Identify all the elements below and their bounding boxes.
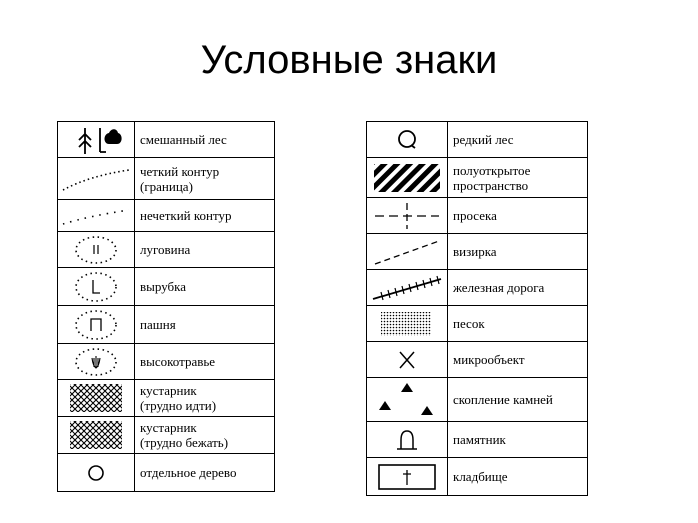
legend-label: визирка [448, 234, 588, 270]
legend-table-left [57, 121, 275, 492]
legend-row [58, 122, 275, 158]
legend-row [58, 306, 275, 344]
legend-label: микрообъект [448, 342, 588, 378]
legend-label: кладбище [448, 458, 588, 496]
legend-label: кустарник (трудно бежать) [135, 417, 275, 454]
cutline-icon [371, 200, 443, 232]
semi-open-space-icon [371, 161, 443, 195]
legend-label: высокотравье [135, 344, 275, 380]
legend-label: отдельное дерево [135, 454, 275, 492]
legend-row [367, 458, 588, 496]
micro-object-icon [377, 344, 437, 376]
legend-row [58, 200, 275, 232]
legend-row [58, 344, 275, 380]
legend-row [367, 342, 588, 378]
legend-row [367, 198, 588, 234]
sparse-forest-icon [377, 124, 437, 156]
page-title: Условные знаки [200, 38, 498, 82]
legend-label: кустарник (трудно идти) [135, 380, 275, 417]
legend-label: пашня [135, 306, 275, 344]
sand-icon [371, 308, 443, 340]
legend-label: песок [448, 306, 588, 342]
meadow-icon [66, 234, 126, 266]
mixed-forest-icon [66, 124, 126, 156]
legend-label: железная дорога [448, 270, 588, 306]
monument-icon [377, 424, 437, 456]
legend-row [58, 268, 275, 306]
clear-contour-icon [59, 162, 133, 196]
shrub-hard-run-icon [66, 419, 126, 451]
legend-row [58, 454, 275, 492]
legend-row [367, 270, 588, 306]
shrub-hard-walk-icon [66, 382, 126, 414]
legend-label: скопление камней [448, 378, 588, 422]
tall-grass-icon [66, 346, 126, 378]
legend-label: просека [448, 198, 588, 234]
legend-row [58, 380, 275, 417]
legend-row [58, 232, 275, 268]
legend-label: нечеткий контур [135, 200, 275, 232]
legend-label: луговина [135, 232, 275, 268]
single-tree-icon [66, 457, 126, 489]
legend-row [367, 234, 588, 270]
cemetery-icon [371, 460, 443, 494]
legend-label: полуоткрытое пространство [448, 158, 588, 198]
unclear-contour-icon [59, 202, 133, 230]
legend-label: памятник [448, 422, 588, 458]
legend-label: четкий контур (граница) [135, 158, 275, 200]
legend-row [367, 422, 588, 458]
legend-row [58, 417, 275, 454]
legend-row [367, 122, 588, 158]
legend-row [58, 158, 275, 200]
legend-label: смешанный лес [135, 122, 275, 158]
legend-row [367, 158, 588, 198]
legend-table-right [366, 121, 588, 496]
legend-row [367, 306, 588, 342]
arable-land-icon [66, 308, 126, 342]
clearing-icon [66, 270, 126, 304]
legend-label: редкий лес [448, 122, 588, 158]
boulders-icon [371, 380, 443, 420]
legend-row [367, 378, 588, 422]
sightline-icon [371, 236, 443, 268]
railway-icon [369, 272, 445, 304]
legend-label: вырубка [135, 268, 275, 306]
